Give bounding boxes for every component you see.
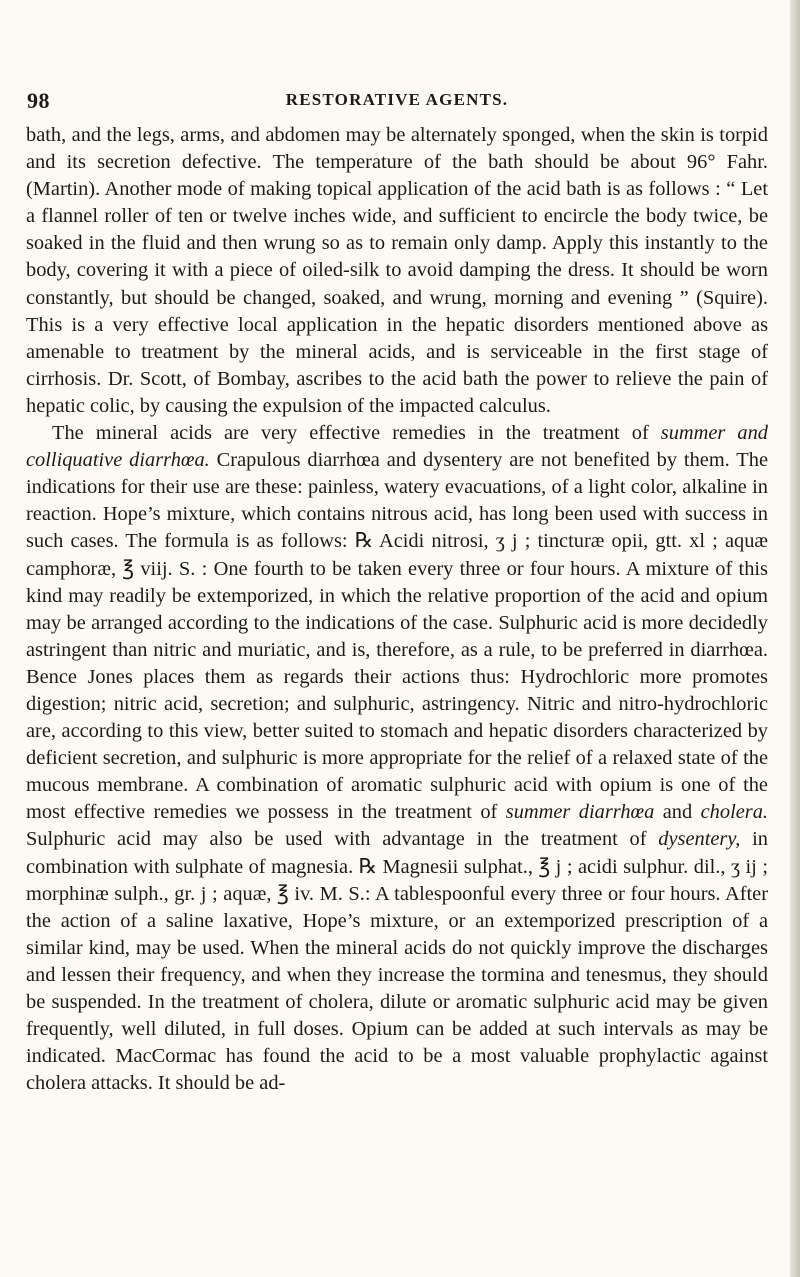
page-number: 98 <box>27 88 50 113</box>
italic-term: summer diarrhœa <box>505 801 655 824</box>
paragraph-2 <box>26 420 768 1097</box>
paragraph-1: bath, and the legs, arms, and abdomen may be alternately sponged, when the skin is torpid and its secretion defective. The temperature of the bath should be about 96° Fahr. (Martin). Another mode of making topical application of the acid bath is as follows : “ Let a flannel roller of ten or twelve inches wide, and sufficient to encircle the body twice, be soaked in the fluid and then wrung so as to remain only damp. Apply this instantly to the body, covering it with a piece of oiled-silk to avoid damping the dress. It should be worn constantly, but should be changed, soaked, and wrung, morning and evening ” (Squire). This is a very effective local application in the hepatic disorders mentioned above as amenable to treatment by the mineral acids, and is serviceable in the first stage of cirrhosis. Dr. Scott, of Bombay, ascribes to the acid bath the power to relieve the pain of hepatic colic, by causing the expulsion of the impacted calculus. <box>26 124 768 417</box>
italic-term: dysentery, <box>658 828 741 851</box>
text-run: and <box>654 801 701 824</box>
text-run: Sulphuric acid may also be used with advantage in the treatment of <box>26 828 659 851</box>
running-head: RESTORATIVE AGENTS. <box>285 90 509 109</box>
text-run: The mineral acids are very effective remedies in the treatment of <box>52 422 661 445</box>
italic-term: cholera. <box>700 801 769 824</box>
italic-term: summer and colliquative diarrhœa. <box>26 422 768 472</box>
body-text <box>26 122 768 1097</box>
page-edge-shadow <box>790 0 800 1277</box>
text-run: in combination with sulphate of magnesia. ℞ Magnesii sulphat., ℥ j ; acidi sulphur. dil., ʒ ij ; morphinæ sulph., gr. j ; aquæ, ℥ iv. M. S.: A tablespoonful every three or four hours. After the action of a saline laxative, Hope’s mixture, or an extemporized prescription of a similar kind, may be used. When the mineral acids do not quickly improve the discharges and lessen their frequency, and when they increase the tormina and tenesmus, they should be suspended. In the treatment of cholera, dilute or aromatic sulphuric acid may be given frequently, well diluted, in full doses. Opium can be added at such intervals as may be indicated. MacCormac has found the acid to be a most valuable prophylactic against cholera attacks. It should be ad- <box>26 828 768 1095</box>
page-header <box>27 88 767 118</box>
text-run: Crapulous diarrhœa and dysentery are not benefited by them. The indications for their use are these: painless, watery evacuations, of a light color, alkaline in reaction. Hope’s mixture, which contains nitrous acid, has long been used with success in such cases. The formula is as follows: ℞ Acidi nitrosi, ʒ j ; tincturæ opii, gtt. xl ; aquæ camphoræ, ℥ viij. S. : One fourth to be taken every three or four hours. A mixture of this kind may readily be extemporized, in which the relative proportion of the acid and opium may be arranged according to the indications of the case. Sulphuric acid is more decidedly astringent than nitric and muriatic, and is, therefore, as a rule, to be preferred in diarrhœa. Bence Jones places them as regards their actions thus: Hydrochloric more promotes digestion; nitric acid, secretion; and sulphuric, astringency. Nitric and nitro-hydrochloric are, according to this view, better suited to stomach and hepatic disorders characterized by deficient secretion, and sulphuric is more appropriate for the relief of a relaxed state of the mucous membrane. A combination of aromatic sulphuric acid with opium is one of the most effective remedies we possess in the treatment of <box>26 449 768 824</box>
